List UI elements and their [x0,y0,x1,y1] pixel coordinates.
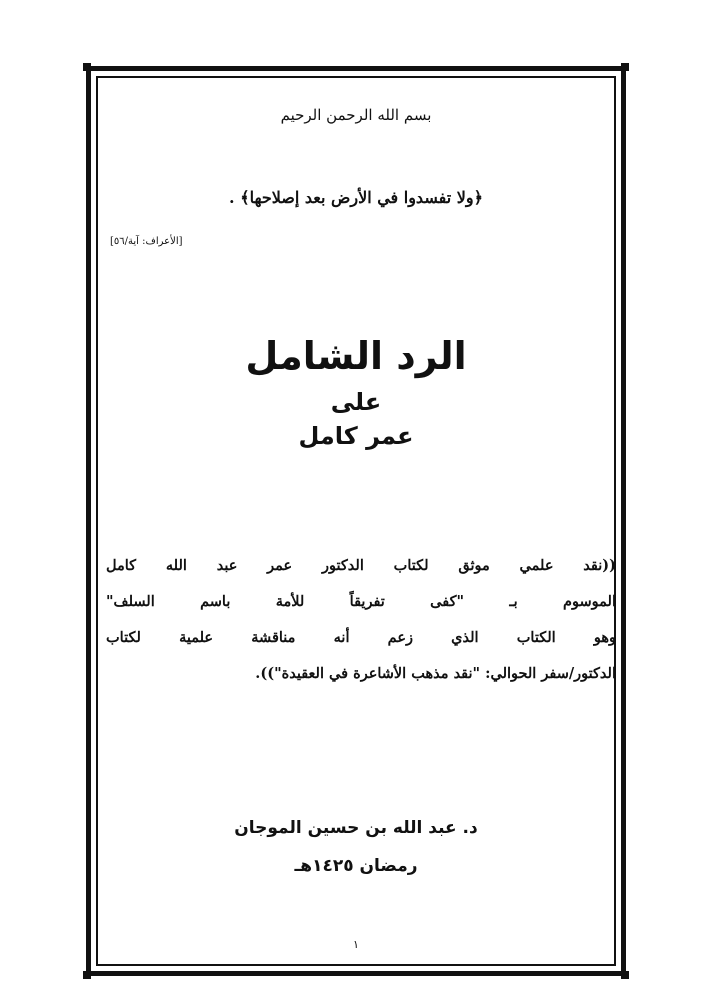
border-corner [83,63,91,71]
verse-reference: [الأعراف: آية/٥٦] [110,236,183,247]
border-corner [621,971,629,979]
quran-verse: ﴿ولا تفسدوا في الأرض بعد إصلاحها﴾ . [229,188,483,207]
border-corner [83,971,91,979]
description-line: الموسوم بـ "كفى تفريقاً للأمة باسم السلف" [106,593,616,610]
book-subtitle-on: على [330,388,382,416]
basmala: بسم الله الرحمن الرحيم [280,106,432,124]
page-number: ١ [353,938,359,951]
description-line: وهو الكتاب الذي زعم أنه مناقشة علمية لكتاب [106,629,616,646]
book-title: الرد الشامل [245,334,467,378]
title-page [96,76,616,966]
description-line: الدكتور/سفر الحوالي: "نقد مذهب الأشاعرة في العقيدة")). [255,665,616,682]
publication-date: رمضان ١٤٢٥هـ [294,856,418,876]
book-subtitle-name: عمر كامل [298,422,414,450]
author-name: د. عبد الله بن حسين الموجان [234,818,478,838]
border-corner [621,63,629,71]
description-line: ((نقد علمي موثق لكتاب الدكتور عمر عبد الله كامل [106,557,616,574]
book-description [96,554,616,698]
